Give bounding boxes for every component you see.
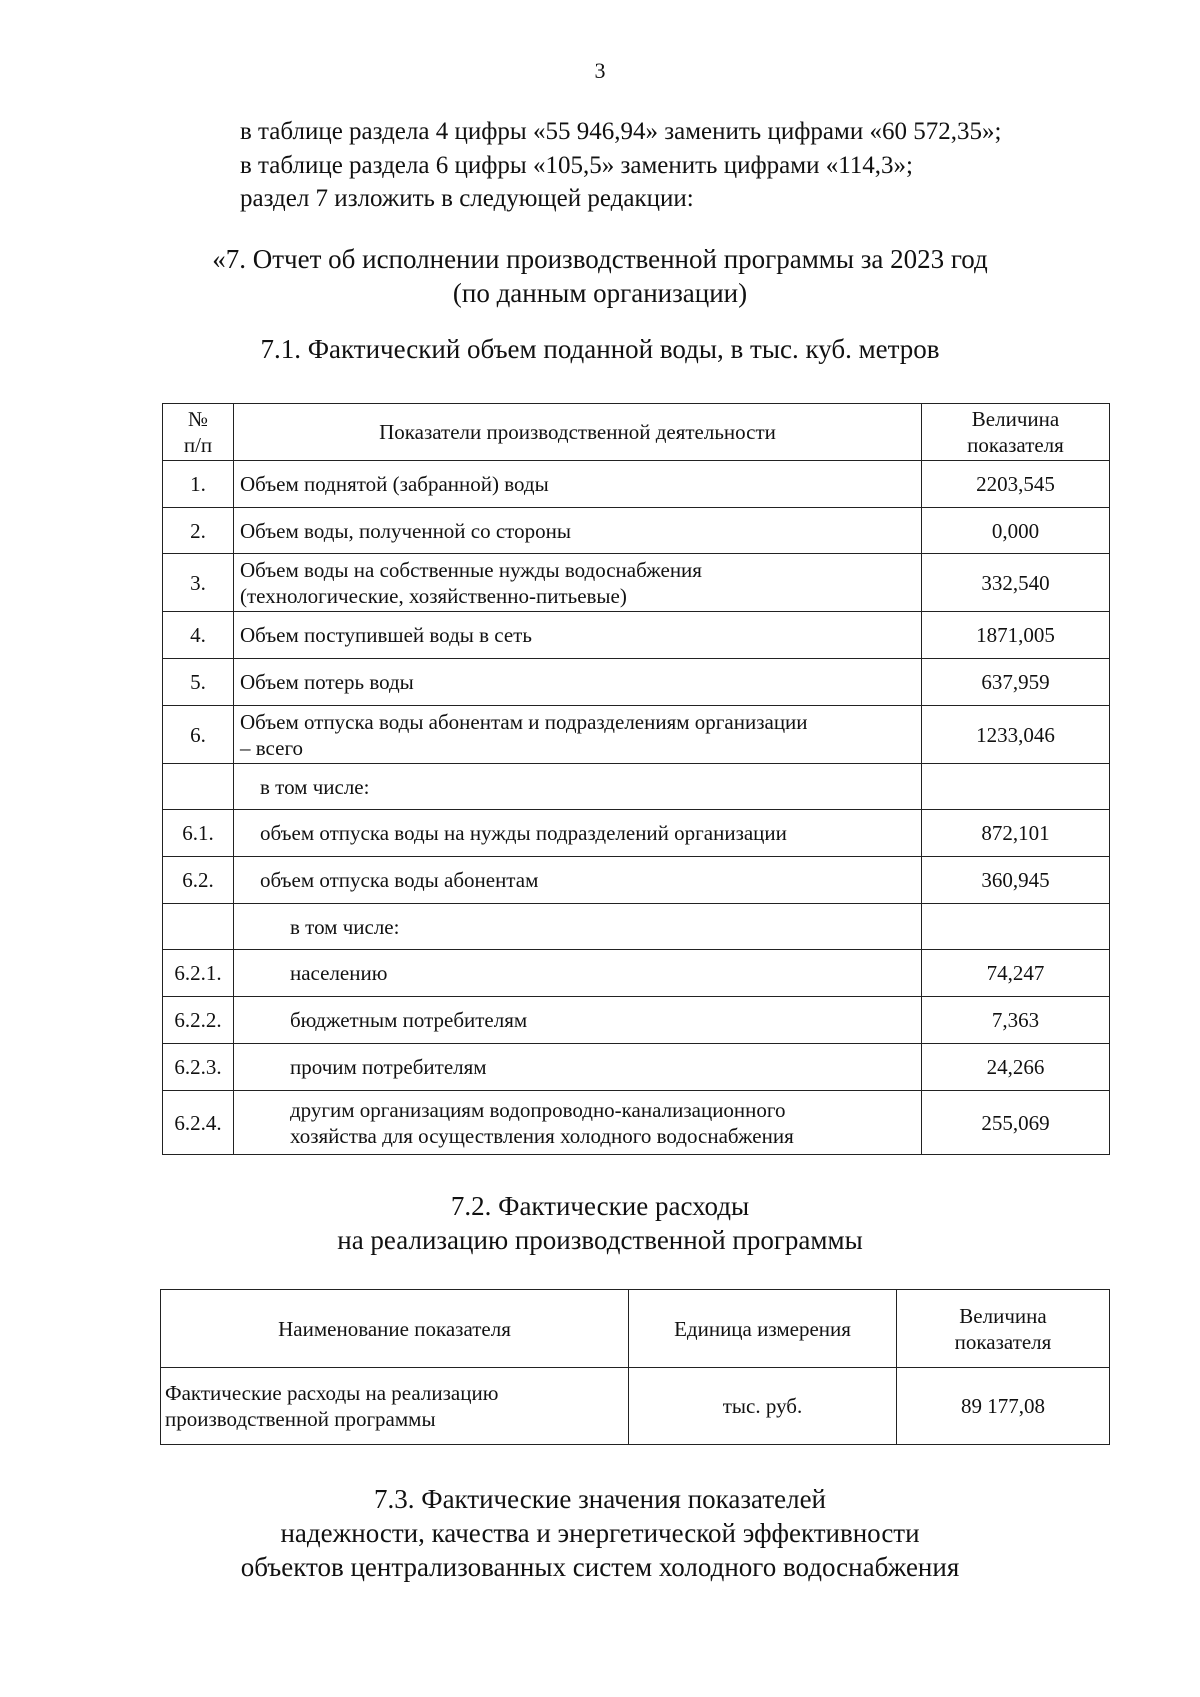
row-label bbox=[234, 1091, 922, 1155]
header-num-line2: п/п bbox=[183, 433, 213, 457]
row-num: 1. bbox=[163, 461, 234, 508]
row-value bbox=[922, 764, 1110, 810]
row-label: объем отпуска воды абонентам bbox=[234, 857, 922, 904]
row-label: Объем воды, полученной со стороны bbox=[234, 508, 922, 554]
row-num: 6.2.3. bbox=[163, 1044, 234, 1091]
header-indicator: Показатели производственной деятельности bbox=[234, 404, 922, 461]
row-label: в том числе: bbox=[234, 764, 922, 810]
row-num: 6.2. bbox=[163, 857, 234, 904]
row-num: 6.2.1. bbox=[163, 950, 234, 997]
table-row bbox=[163, 508, 1110, 554]
header-value bbox=[922, 404, 1110, 461]
table-row bbox=[163, 706, 1110, 764]
row-label bbox=[234, 706, 922, 764]
table-row bbox=[163, 1044, 1110, 1091]
intro-line: раздел 7 изложить в следующей редакции: bbox=[240, 185, 694, 212]
row-num: 6.2.2. bbox=[163, 997, 234, 1044]
row-num: 3. bbox=[163, 554, 234, 612]
table-row bbox=[163, 904, 1110, 950]
row-label: населению bbox=[234, 950, 922, 997]
expenses-table bbox=[160, 1289, 1110, 1445]
intro-line: в таблице раздела 6 цифры «105,5» заменить цифрами «114,3»; bbox=[240, 152, 913, 179]
row-label: объем отпуска воды на нужды подразделений организации bbox=[234, 810, 922, 857]
header-value-line1: Величина bbox=[971, 407, 1060, 431]
row-label: Объем потерь воды bbox=[234, 659, 922, 706]
row-value: 332,540 bbox=[922, 554, 1110, 612]
header-num-line1: № bbox=[187, 407, 209, 431]
row-label: Объем поступившей воды в сеть bbox=[234, 612, 922, 659]
row-label: прочим потребителям bbox=[234, 1044, 922, 1091]
row-label-line1: Объем воды на собственные нужды водоснабжения bbox=[240, 557, 702, 582]
header-name: Наименование показателя bbox=[161, 1290, 629, 1368]
row-value: 2203,545 bbox=[922, 461, 1110, 508]
row-value bbox=[922, 904, 1110, 950]
table-row bbox=[163, 554, 1110, 612]
row-label: бюджетным потребителям bbox=[234, 997, 922, 1044]
row-num bbox=[163, 764, 234, 810]
water-volume-table bbox=[162, 403, 1110, 1155]
row-num: 6.1. bbox=[163, 810, 234, 857]
header-value-line2: показателя bbox=[954, 1329, 1052, 1354]
table-header-row bbox=[163, 404, 1110, 461]
row-num: 5. bbox=[163, 659, 234, 706]
row-num: 6. bbox=[163, 706, 234, 764]
table-row bbox=[163, 764, 1110, 810]
row-num: 4. bbox=[163, 612, 234, 659]
row-value: 1233,046 bbox=[922, 706, 1110, 764]
section73-title-line1: 7.3. Фактические значения показателей bbox=[373, 1484, 827, 1514]
row-value: 0,000 bbox=[922, 508, 1110, 554]
row-name bbox=[161, 1368, 629, 1445]
table-row bbox=[163, 950, 1110, 997]
row-unit: тыс. руб. bbox=[629, 1368, 897, 1445]
section73-title-line3: объектов централизованных систем холодного водоснабжения bbox=[240, 1552, 960, 1582]
row-value: 360,945 bbox=[922, 857, 1110, 904]
row-name-line1: Фактические расходы на реализацию bbox=[165, 1381, 499, 1405]
row-value: 872,101 bbox=[922, 810, 1110, 857]
header-num bbox=[163, 404, 234, 461]
section72-title-line2: на реализацию производственной программы bbox=[337, 1225, 863, 1255]
section7-title-line1: «7. Отчет об исполнении производственной программы за 2023 год bbox=[212, 244, 988, 274]
row-label-line2: хозяйства для осуществления холодного водоснабжения bbox=[290, 1123, 794, 1148]
row-name-line2: производственной программы bbox=[165, 1407, 436, 1431]
row-label: Объем поднятой (забранной) воды bbox=[234, 461, 922, 508]
row-label: в том числе: bbox=[234, 904, 922, 950]
table-row bbox=[163, 1091, 1110, 1155]
row-value: 24,266 bbox=[922, 1044, 1110, 1091]
section71-title: 7.1. Фактический объем поданной воды, в тыс. куб. метров bbox=[260, 334, 940, 364]
header-value-line1: Величина bbox=[959, 1303, 1047, 1328]
section72-title-line1: 7.2. Фактические расходы bbox=[450, 1191, 750, 1221]
row-value: 637,959 bbox=[922, 659, 1110, 706]
row-value: 7,363 bbox=[922, 997, 1110, 1044]
row-value: 89 177,08 bbox=[897, 1368, 1110, 1445]
row-label-line2: (технологические, хозяйственно-питьевые) bbox=[240, 583, 627, 608]
row-num: 2. bbox=[163, 508, 234, 554]
table-row bbox=[163, 659, 1110, 706]
row-label bbox=[234, 554, 922, 612]
row-value: 74,247 bbox=[922, 950, 1110, 997]
row-value: 1871,005 bbox=[922, 612, 1110, 659]
row-label-line2: – всего bbox=[240, 735, 304, 760]
intro-line: в таблице раздела 4 цифры «55 946,94» заменить цифрами «60 572,35»; bbox=[240, 118, 1002, 145]
table-row bbox=[161, 1368, 1110, 1445]
row-label-line1: другим организациям водопроводно-канализационного bbox=[290, 1097, 786, 1122]
table-row bbox=[163, 461, 1110, 508]
page-number: 3 bbox=[594, 58, 606, 83]
row-num bbox=[163, 904, 234, 950]
row-num: 6.2.4. bbox=[163, 1091, 234, 1155]
table-row bbox=[163, 857, 1110, 904]
section73-title-line2: надежности, качества и энергетической эффективности bbox=[280, 1518, 920, 1548]
header-value bbox=[897, 1290, 1110, 1368]
row-value: 255,069 bbox=[922, 1091, 1110, 1155]
table-row bbox=[163, 810, 1110, 857]
header-value-line2: показателя bbox=[967, 433, 1064, 457]
table-row bbox=[163, 612, 1110, 659]
table-row bbox=[163, 997, 1110, 1044]
table-header-row bbox=[161, 1290, 1110, 1368]
section7-title-line2: (по данным организации) bbox=[452, 278, 748, 308]
header-unit: Единица измерения bbox=[629, 1290, 897, 1368]
row-label-line1: Объем отпуска воды абонентам и подразделениям организации bbox=[240, 709, 808, 734]
